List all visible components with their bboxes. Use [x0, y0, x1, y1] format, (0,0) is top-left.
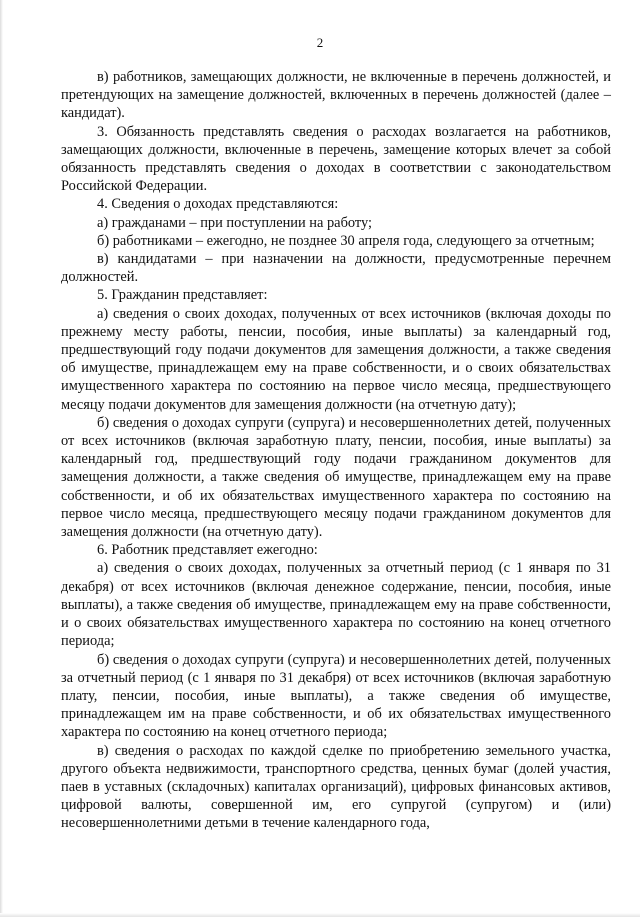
document-body: [61, 68, 611, 833]
paragraph-7-clause-5: 5. Гражданин представляет:: [97, 287, 268, 304]
paragraph-1-v-workers: в) работников, замещающих должности, не включенные в перечень должностей, и претендующих на замещение должностей, включенных в перечень должностей (далее – кандидат).: [61, 69, 611, 122]
scan-edge-bottom: [0, 913, 640, 917]
paragraph-13-clause-6v: в) сведения о расходах по каждой сделке по приобретению земельного участка, другого объекта недвижимости, транспортного средства, ценных бумаг (долей участия, паев в уставных (складочных) капиталах организаций), цифровых финансовых активов, цифровой валюты, совершенной им, его супругой (супругом) и (или) несовершеннолетними детьми в течение календарного года,: [61, 742, 611, 832]
paragraph-2-clause-3: 3. Обязанность представлять сведения о расходах возлагается на работников, замещающих должности, включенные в перечень, замещение которых влечет за собой обязанность представлять сведения о доходах в соответствии с законодательством Российской Федерации.: [61, 123, 611, 195]
paragraph-6-clause-4v: в) кандидатами – при назначении на должности, предусмотренные перечнем должностей.: [61, 251, 611, 286]
paragraph-10-clause-6: 6. Работник представляет ежегодно:: [97, 542, 318, 559]
paragraph-11-clause-6a: а) сведения о своих доходах, полученных за отчетный период (с 1 января по 31 декабря) от всех источников (включая денежное содержание, пенсии, пособия, иные выплаты), а также сведения об имуществе, принадлежащем ему на праве собственности, и о своих обязательствах имущественного характера по состоянию на конец отчетного периода;: [61, 560, 611, 650]
paragraph-3-clause-4: 4. Сведения о доходах представляются:: [97, 196, 339, 213]
page-number: 2: [316, 35, 324, 50]
paragraph-8-clause-5a: а) сведения о своих доходах, полученных от всех источников (включая доходы по прежнему месту работы, пенсии, пособия, иные выплаты) за календарный год, предшествующий году подачи документов для замещения должности, а также сведения об имуществе, принадлежащем ему на праве собственности, и о своих обязательствах имущественного характера по состоянию на первое число месяца, предшествующего месяцу подачи документов для замещения должности (на отчетную дату);: [61, 305, 611, 413]
paragraph-12-clause-6b: б) сведения о доходах супруги (супруга) и несовершеннолетних детей, полученных за отчетный период (с 1 января по 31 декабря) от всех источников (включая заработную плату, пенсии, пособия, иные выплаты), а также сведения об имуществе, принадлежащем им на праве собственности, и об их обязательствах имущественного характера по состоянию на конец отчетного периода;: [61, 651, 611, 741]
scan-edge-left: [0, 0, 3, 917]
paragraph-9-clause-5b: б) сведения о доходах супруги (супруга) и несовершеннолетних детей, полученных от всех источников (включая заработную плату, пенсии, пособия, иные выплаты) за календарный год, предшествующий году подачи гражданином документов для замещения должности, а также сведения об имуществе, принадлежащем ему на праве собственности, и об их обязательствах имущественного характера по состоянию на первое число месяца, предшествующего месяцу подачи гражданином документов для замещения должности (на отчетную дату).: [61, 414, 611, 541]
paragraph-4-clause-4a: а) гражданами – при поступлении на работу;: [97, 214, 373, 231]
paragraph-5-clause-4b: б) работниками – ежегодно, не позднее 30 апреля года, следующего за отчетным;: [97, 232, 595, 249]
